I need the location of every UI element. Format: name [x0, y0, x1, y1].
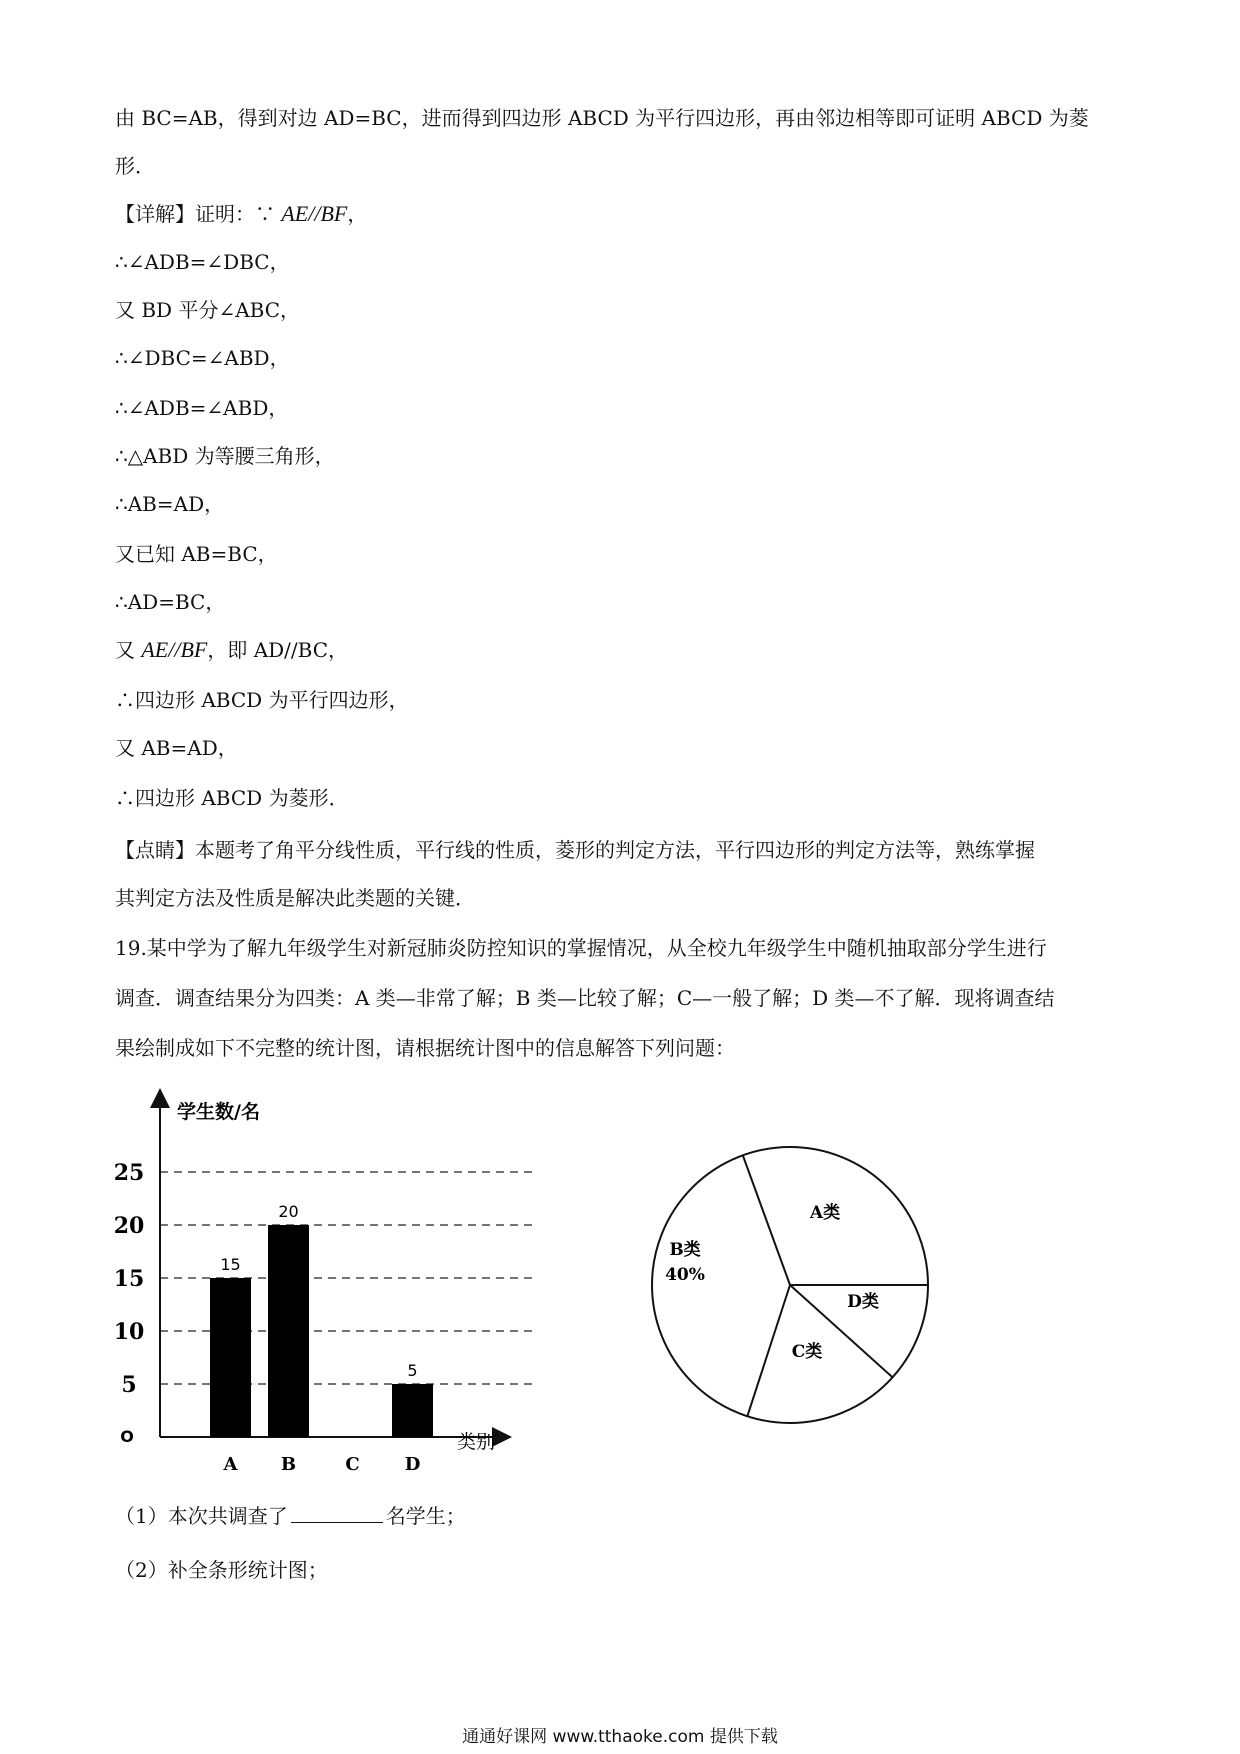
text-line	[115, 636, 1135, 664]
text-line: 形．	[115, 154, 155, 178]
x-tick-label: D	[404, 1454, 421, 1475]
data-label: 20	[278, 1202, 299, 1221]
text-line: 又 AB=AD，	[115, 736, 238, 760]
sub-question-1	[115, 1502, 1135, 1530]
bar-chart	[105, 1085, 525, 1475]
question-text: 19.某中学为了解九年级学生对新冠肺炎防控知识的掌握情况，从全校九年级学生中随机抽取部分学生进行	[115, 936, 1047, 960]
text-line: ∴四边形 ABCD 为平行四边形，	[115, 688, 409, 712]
y-tick-label: 15	[113, 1266, 145, 1292]
math-expression: AE//BF	[281, 201, 348, 226]
question-text: 果绘制成如下不完整的统计图，请根据统计图中的信息解答下列问题：	[115, 1036, 735, 1060]
text-segment: 名学生；	[385, 1504, 466, 1528]
footer-text: 通通好课网 www.tthaoke.com 提供下载	[462, 1727, 778, 1747]
text-line: ∴四边形 ABCD 为菱形．	[115, 786, 349, 810]
text-line: ∴∠ADB=∠ABD，	[115, 396, 289, 420]
y-tick-label: 25	[113, 1160, 145, 1186]
sub-question-2: （2）补全条形统计图；	[115, 1558, 328, 1582]
text-segment: 又	[115, 638, 142, 662]
y-axis-title: 学生数/名	[177, 1101, 260, 1123]
question-text: 调查．调查结果分为四类：A 类—非常了解；B 类—比较了解；C—一般了解；D 类—不了解．现将调查结	[115, 986, 1055, 1010]
text-line: ∴AB=AD，	[115, 492, 225, 516]
x-axis-title: 类别	[457, 1431, 496, 1453]
pie-slice-label: B类	[669, 1240, 701, 1260]
text-line: ∴∠DBC=∠ABD，	[115, 346, 290, 370]
text-line	[115, 200, 1135, 228]
x-tick-label: C	[345, 1454, 360, 1475]
y-tick-label: 10	[113, 1319, 145, 1345]
text-line: ∴△ABD 为等腰三角形，	[115, 444, 335, 468]
text-segment: （1）本次共调查了	[115, 1504, 288, 1528]
text-line: ∴AD=BC，	[115, 590, 226, 614]
pie-chart	[640, 1135, 940, 1435]
text-line: 由 BC=AB，得到对边 AD=BC，进而得到四边形 ABCD 为平行四边形，再由邻边相等即可证明 ABCD 为菱	[115, 106, 1089, 130]
data-label: 5	[407, 1361, 418, 1380]
text-line: 又 BD 平分∠ABC，	[115, 298, 301, 322]
data-label: 15	[220, 1255, 241, 1274]
text-segment: 【详解】证明：∵	[115, 202, 282, 226]
text-segment: ，即 AD//BC，	[207, 638, 349, 662]
text-segment: ，	[347, 202, 368, 226]
text-line: 【点睛】本题考了角平分线性质，平行线的性质，菱形的判定方法，平行四边形的判定方法等，熟练掌握	[115, 838, 1035, 862]
bar	[392, 1384, 433, 1437]
pie-slice-label: C类	[791, 1342, 823, 1362]
answer-blank	[291, 1504, 383, 1523]
x-tick-label: A	[223, 1454, 238, 1475]
text-line: 其判定方法及性质是解决此类题的关键．	[115, 886, 475, 910]
math-expression: AE//BF	[141, 637, 208, 662]
pie-slice-percent: 40%	[665, 1265, 705, 1285]
pie-slice-label: A类	[809, 1203, 841, 1223]
x-tick-label: B	[280, 1454, 297, 1475]
text-line: 又已知 AB=BC，	[115, 542, 278, 566]
bar	[268, 1225, 309, 1437]
text-line: ∴∠ADB=∠DBC，	[115, 250, 290, 274]
y-tick-label: 20	[113, 1213, 145, 1239]
bar	[210, 1278, 251, 1437]
pie-slice-label: D类	[847, 1292, 879, 1312]
y-tick-label: 5	[121, 1372, 137, 1398]
origin-label: O	[120, 1427, 134, 1446]
